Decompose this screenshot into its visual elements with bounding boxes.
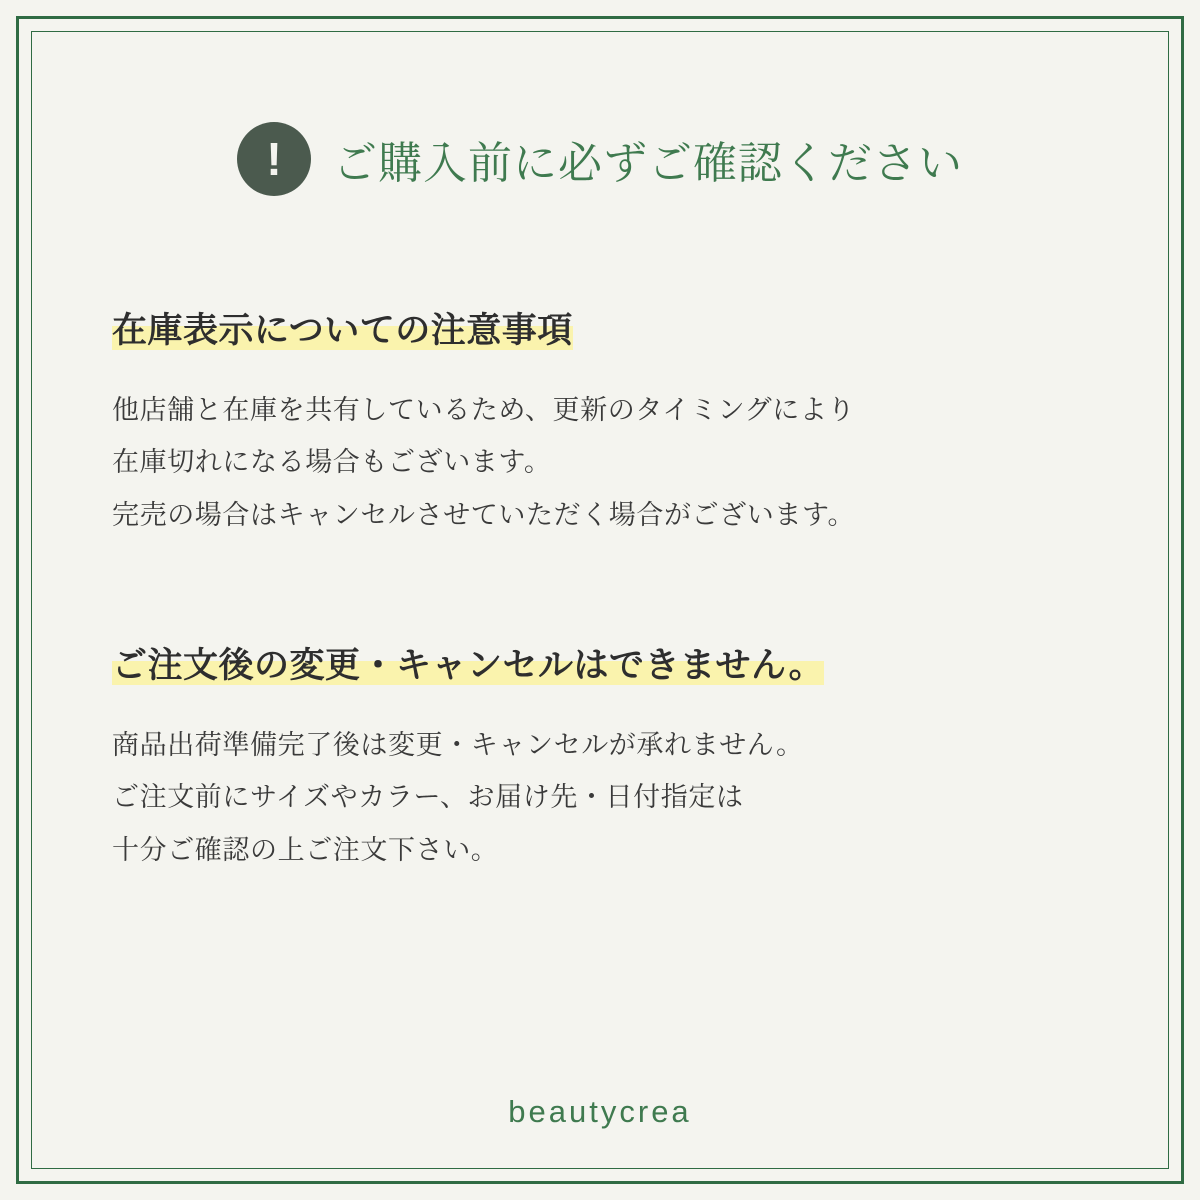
brand-name: beautycrea [508,1094,692,1129]
notice-header [0,122,1200,196]
exclamation-icon: ! [237,122,311,196]
section-body-line: 十分ご確認の上ご注文下さい。 [112,834,499,865]
section-body-line: ご注文前にサイズやカラー、お届け先・日付指定は [112,782,744,813]
section-body-line: 他店舗と在庫を共有しているため、更新のタイミングにより [112,394,856,425]
section-body-line: 商品出荷準備完了後は変更・キャンセルが承れません。 [112,729,804,760]
section-cancellation-notice [112,640,1102,876]
section-body-line: 在庫切れになる場合もございます。 [112,447,552,478]
section-heading: ご注文後の変更・キャンセルはできません。 [112,646,825,685]
page-title: ご購入前に必ずご確認ください [333,139,963,188]
section-heading-wrap [112,305,1102,358]
section-stock-notice [112,305,1102,541]
section-heading: 在庫表示についての注意事項 [112,311,573,350]
section-body-line: 完売の場合はキャンセルさせていただく場合がございます。 [112,499,856,530]
section-heading-wrap [112,640,1102,693]
